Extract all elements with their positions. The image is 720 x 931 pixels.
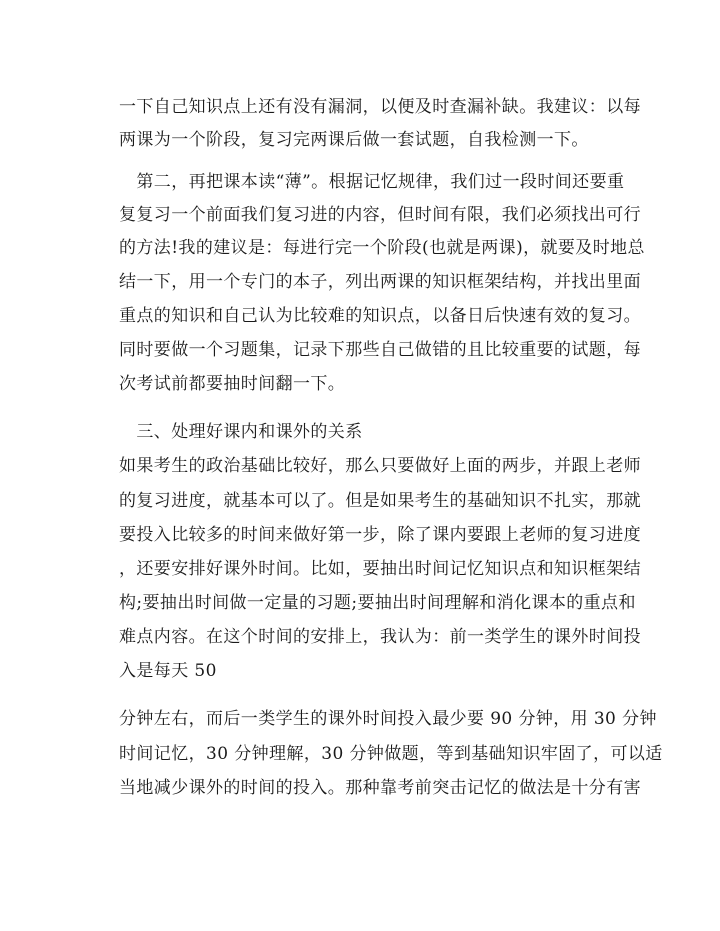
text-line: 的复习进度，就基本可以了。但是如果考生的基础知识不扎实，那就 xyxy=(119,491,641,511)
text-line: 难点内容。在这个时间的安排上，我认为：前一类学生的课外时间投 xyxy=(119,627,641,647)
text-line: 构;要抽出时间做一定量的习题;要抽出时间理解和消化课本的重点和 xyxy=(119,593,636,613)
text-line: 两课为一个阶段，复习完两课后做一套试题，自我检测一下。 xyxy=(119,130,589,150)
text-line: 分钟左右，而后一类学生的课外时间投入最少要 90 分钟，用 30 分钟 xyxy=(119,709,657,729)
text-line: 第二，再把课本读“薄”。根据记忆规律，我们过一段时间还要重 xyxy=(119,172,625,192)
text-line: 当地减少课外的时间的投入。那种靠考前突击记忆的做法是十分有害 xyxy=(119,778,641,798)
text-line: 重点的知识和自己认为比较难的知识点，以备日后快速有效的复习。 xyxy=(119,306,641,326)
text-line: 次考试前都要抽时间翻一下。 xyxy=(119,374,346,394)
text-line: 的方法!我的建议是：每进行完一个阶段(也就是两课)，就要及时地总 xyxy=(119,238,645,258)
text-line: ，还要安排好课外时间。比如，要抽出时间记忆知识点和知识框架结 xyxy=(119,559,641,579)
text-line: 入是每天 50 xyxy=(119,661,217,681)
text-line: 如果考生的政治基础比较好，那么只要做好上面的两步，并跟上老师 xyxy=(119,456,641,476)
text-line: 复复习一个前面我们复习进的内容，但时间有限，我们必须找出可行 xyxy=(119,205,641,225)
text-line: 要投入比较多的时间来做好第一步，除了课内要跟上老师的复习进度 xyxy=(119,525,641,545)
text-line: 一下自己知识点上还有没有漏洞，以便及时查漏补缺。我建议：以每 xyxy=(119,97,641,117)
text-line: 时间记忆，30 分钟理解，30 分钟做题，等到基础知识牢固了，可以适 xyxy=(119,744,663,764)
section-heading: 三、处理好课内和课外的关系 xyxy=(119,422,363,442)
text-line: 同时要做一个习题集，记录下那些自己做错的且比较重要的试题，每 xyxy=(119,340,641,360)
text-line: 结一下，用一个专门的本子，列出两课的知识框架结构，并找出里面 xyxy=(119,272,641,292)
